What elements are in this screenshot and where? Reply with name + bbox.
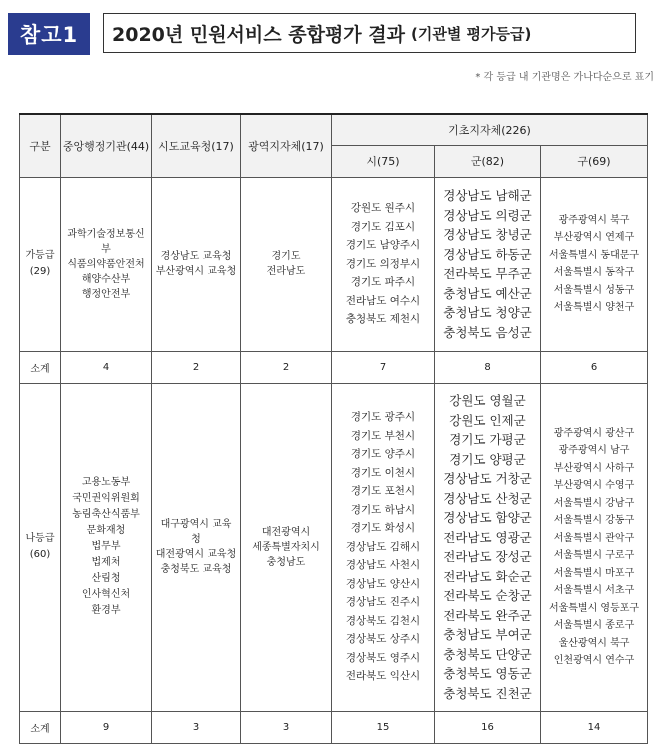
agency-name: 경기도 xyxy=(271,251,301,262)
subtotal-a-metro: 2 xyxy=(241,351,332,383)
reference-badge: 참고1 xyxy=(8,13,90,55)
agency-name: 충청북도 영동군 xyxy=(443,666,532,681)
subtotal-b-row xyxy=(20,711,648,743)
agency-name: 충청북도 제천시 xyxy=(345,313,421,326)
agency-name: 고용노동부 xyxy=(81,477,131,488)
subtotal-b-gu: 14 xyxy=(541,711,648,743)
subtotal-b-metro: 3 xyxy=(241,711,332,743)
grade-a-metro xyxy=(241,177,332,351)
subtotal-a-label: 소계 xyxy=(20,351,61,383)
agency-name: 경기도 남양주시 xyxy=(345,239,421,252)
subtotal-b-central: 9 xyxy=(61,711,152,743)
agency-name: 광주광역시 광산구 xyxy=(553,427,635,439)
header-basic: 기초지자체(226) xyxy=(332,114,648,145)
header-central: 중앙행정기관(44) xyxy=(61,114,152,177)
agency-name: 서울특별시 구로구 xyxy=(553,550,635,561)
agency-name: 강원도 인제군 xyxy=(449,412,526,428)
grade-b-row xyxy=(20,383,648,711)
agency-name: 충청남도 xyxy=(266,556,306,568)
agency-name: 행정안전부 xyxy=(81,288,131,300)
grade-b-gun xyxy=(435,383,541,711)
agency-name: 경기도 이천시 xyxy=(350,466,416,479)
agency-name: 서울특별시 종로구 xyxy=(553,620,635,631)
agency-name: 경상남도 교육청 xyxy=(160,251,232,262)
agency-name: 대전광역시 xyxy=(261,526,311,538)
agency-name: 경상남도 함양군 xyxy=(443,510,532,525)
grade-a-label: 가등급 xyxy=(25,250,55,261)
agency-name: 경기도 광주시 xyxy=(350,411,416,424)
grade-b-si xyxy=(332,383,435,711)
title-subtitle: (기관별 평가등급) xyxy=(410,24,532,43)
agency-name: 경상남도 하동군 xyxy=(443,246,532,262)
grade-b-count: (60) xyxy=(29,549,51,560)
grade-a-label-cell xyxy=(20,177,61,351)
agency-name: 경상북도 상주시 xyxy=(345,633,421,646)
agency-name: 경상남도 진주시 xyxy=(345,596,421,609)
agency-name: 해양수산부 xyxy=(81,273,131,285)
agency-name: 경기도 포천시 xyxy=(350,485,416,498)
agency-name: 전라남도 xyxy=(266,266,306,277)
agency-name: 경기도 양주시 xyxy=(350,448,416,461)
subtotal-a-si: 7 xyxy=(332,351,435,383)
agency-name: 서울특별시 강남구 xyxy=(553,497,635,509)
agency-name: 경상남도 거창군 xyxy=(443,471,532,486)
agency-name: 경상북도 김천시 xyxy=(345,614,421,627)
agency-name: 서울특별시 마포구 xyxy=(553,567,635,579)
agency-name: 경상남도 사천시 xyxy=(345,559,421,572)
agency-name: 광주광역시 남구 xyxy=(558,445,630,456)
grade-b-metro xyxy=(241,383,332,711)
page-title xyxy=(103,13,636,53)
agency-name: 경상남도 의령군 xyxy=(443,207,532,223)
agency-name: 강원도 영월군 xyxy=(449,393,526,408)
grade-a-si xyxy=(332,177,435,351)
subtotal-b-education: 3 xyxy=(152,711,241,743)
agency-name: 충청북도 교육청 xyxy=(160,564,232,575)
agency-name: 부산광역시 사하구 xyxy=(553,462,635,474)
agency-name: 경기도 화성시 xyxy=(350,522,416,535)
header-si: 시(75) xyxy=(332,145,435,177)
agency-name: 서울특별시 강동구 xyxy=(553,515,635,526)
agency-name: 전라북도 완주군 xyxy=(443,607,532,623)
agency-name: 법무부 xyxy=(91,541,121,552)
subtotal-b-si: 15 xyxy=(332,711,435,743)
agency-name: 식품의약품안전처 xyxy=(67,258,145,270)
agency-name: 경상남도 남해군 xyxy=(443,188,532,203)
agency-name: 충청북도 진천군 xyxy=(443,685,532,701)
agency-name: 인천광역시 연수구 xyxy=(553,655,635,666)
agency-name: 서울특별시 영등포구 xyxy=(548,602,640,614)
grade-b-central xyxy=(61,383,152,711)
agency-name: 전라남도 장성군 xyxy=(443,549,532,564)
agency-name: 문화재청 xyxy=(86,525,126,536)
subtotal-a-education: 2 xyxy=(152,351,241,383)
agency-name: 부산광역시 수영구 xyxy=(553,480,635,491)
sort-note: * 각 등급 내 기관명은 가나다순으로 표기 xyxy=(475,72,654,83)
grade-a-count: (29) xyxy=(29,266,51,277)
agency-name: 서울특별시 서초구 xyxy=(553,585,635,596)
agency-name: 서울특별시 동대문구 xyxy=(548,249,640,261)
agency-name: 경기도 하남시 xyxy=(350,503,416,516)
evaluation-table xyxy=(19,113,648,744)
agency-name: 세종특별자치시 xyxy=(252,541,320,553)
grade-b-gu xyxy=(541,383,648,711)
agency-name: 전라북도 순창군 xyxy=(443,588,532,603)
agency-name: 경기도 양평군 xyxy=(449,451,526,467)
grade-a-central xyxy=(61,177,152,351)
agency-name: 국민권익위원회 xyxy=(72,493,140,504)
agency-name: 충청남도 청양군 xyxy=(443,305,532,320)
title-text: 2020년 민원서비스 종합평가 결과 xyxy=(112,23,405,46)
header-education: 시도교육청(17) xyxy=(152,114,241,177)
agency-name: 대구광역시 교육 xyxy=(160,519,232,530)
agency-name: 전라남도 화순군 xyxy=(443,568,532,584)
agency-name: 환경부 xyxy=(91,605,121,616)
subtotal-a-row xyxy=(20,351,648,383)
agency-name: 전라북도 익산시 xyxy=(345,670,421,683)
agency-name: 울산광역시 북구 xyxy=(558,637,630,649)
agency-name: 부 xyxy=(101,243,111,255)
agency-name: 충청남도 부여군 xyxy=(443,627,532,642)
agency-name: 경기도 가평군 xyxy=(449,432,526,447)
agency-name: 경기도 파주시 xyxy=(350,276,416,289)
header-gu: 구(69) xyxy=(541,145,648,177)
subtotal-a-gun: 8 xyxy=(435,351,541,383)
agency-name: 강원도 원주시 xyxy=(350,202,416,215)
agency-name: 대전광역시 교육청 xyxy=(155,549,237,560)
subtotal-b-gun: 16 xyxy=(435,711,541,743)
agency-name: 인사혁신처 xyxy=(81,589,131,600)
agency-name: 전라북도 무주군 xyxy=(443,266,532,281)
agency-name: 청 xyxy=(191,534,201,545)
agency-name: 법제처 xyxy=(91,557,121,568)
agency-name: 충청북도 음성군 xyxy=(443,324,532,340)
agency-name: 경상남도 산청군 xyxy=(443,490,532,506)
agency-name: 서울특별시 동작구 xyxy=(553,267,635,278)
agency-name: 광주광역시 북구 xyxy=(558,214,630,226)
agency-name: 농림축산식품부 xyxy=(72,509,140,520)
grade-a-gu xyxy=(541,177,648,351)
agency-name: 경상남도 양산시 xyxy=(345,577,421,590)
agency-name: 경기도 의정부시 xyxy=(345,257,421,270)
grade-a-education xyxy=(152,177,241,351)
grade-a-gun xyxy=(435,177,541,351)
agency-name: 서울특별시 관악구 xyxy=(553,532,635,544)
agency-name: 경상남도 창녕군 xyxy=(443,227,532,242)
grade-b-education xyxy=(152,383,241,711)
agency-name: 서울특별시 성동구 xyxy=(553,284,635,296)
agency-name: 전라남도 여수시 xyxy=(345,294,421,307)
subtotal-a-gu: 6 xyxy=(541,351,648,383)
agency-name: 서울특별시 양천구 xyxy=(553,302,635,313)
agency-name: 산림청 xyxy=(91,573,121,584)
agency-name: 전라남도 영광군 xyxy=(443,529,532,545)
agency-name: 부산광역시 연제구 xyxy=(553,232,635,243)
agency-name: 충청북도 단양군 xyxy=(443,646,532,662)
agency-name: 경기도 김포시 xyxy=(350,220,416,233)
subtotal-a-central: 4 xyxy=(61,351,152,383)
subtotal-b-label: 소계 xyxy=(20,711,61,743)
header-gun: 군(82) xyxy=(435,145,541,177)
grade-b-label: 나등급 xyxy=(25,533,55,544)
header-category: 구분 xyxy=(20,114,61,177)
grade-a-row xyxy=(20,177,648,351)
agency-name: 부산광역시 교육청 xyxy=(155,266,237,277)
agency-name: 경상남도 김해시 xyxy=(345,540,421,553)
agency-name: 과학기술정보통신 xyxy=(67,228,145,240)
agency-name: 경상북도 영주시 xyxy=(345,651,421,664)
header-metro: 광역지자체(17) xyxy=(241,114,332,177)
agency-name: 충청남도 예산군 xyxy=(443,285,532,301)
agency-name: 경기도 부천시 xyxy=(350,429,416,442)
grade-b-label-cell xyxy=(20,383,61,711)
